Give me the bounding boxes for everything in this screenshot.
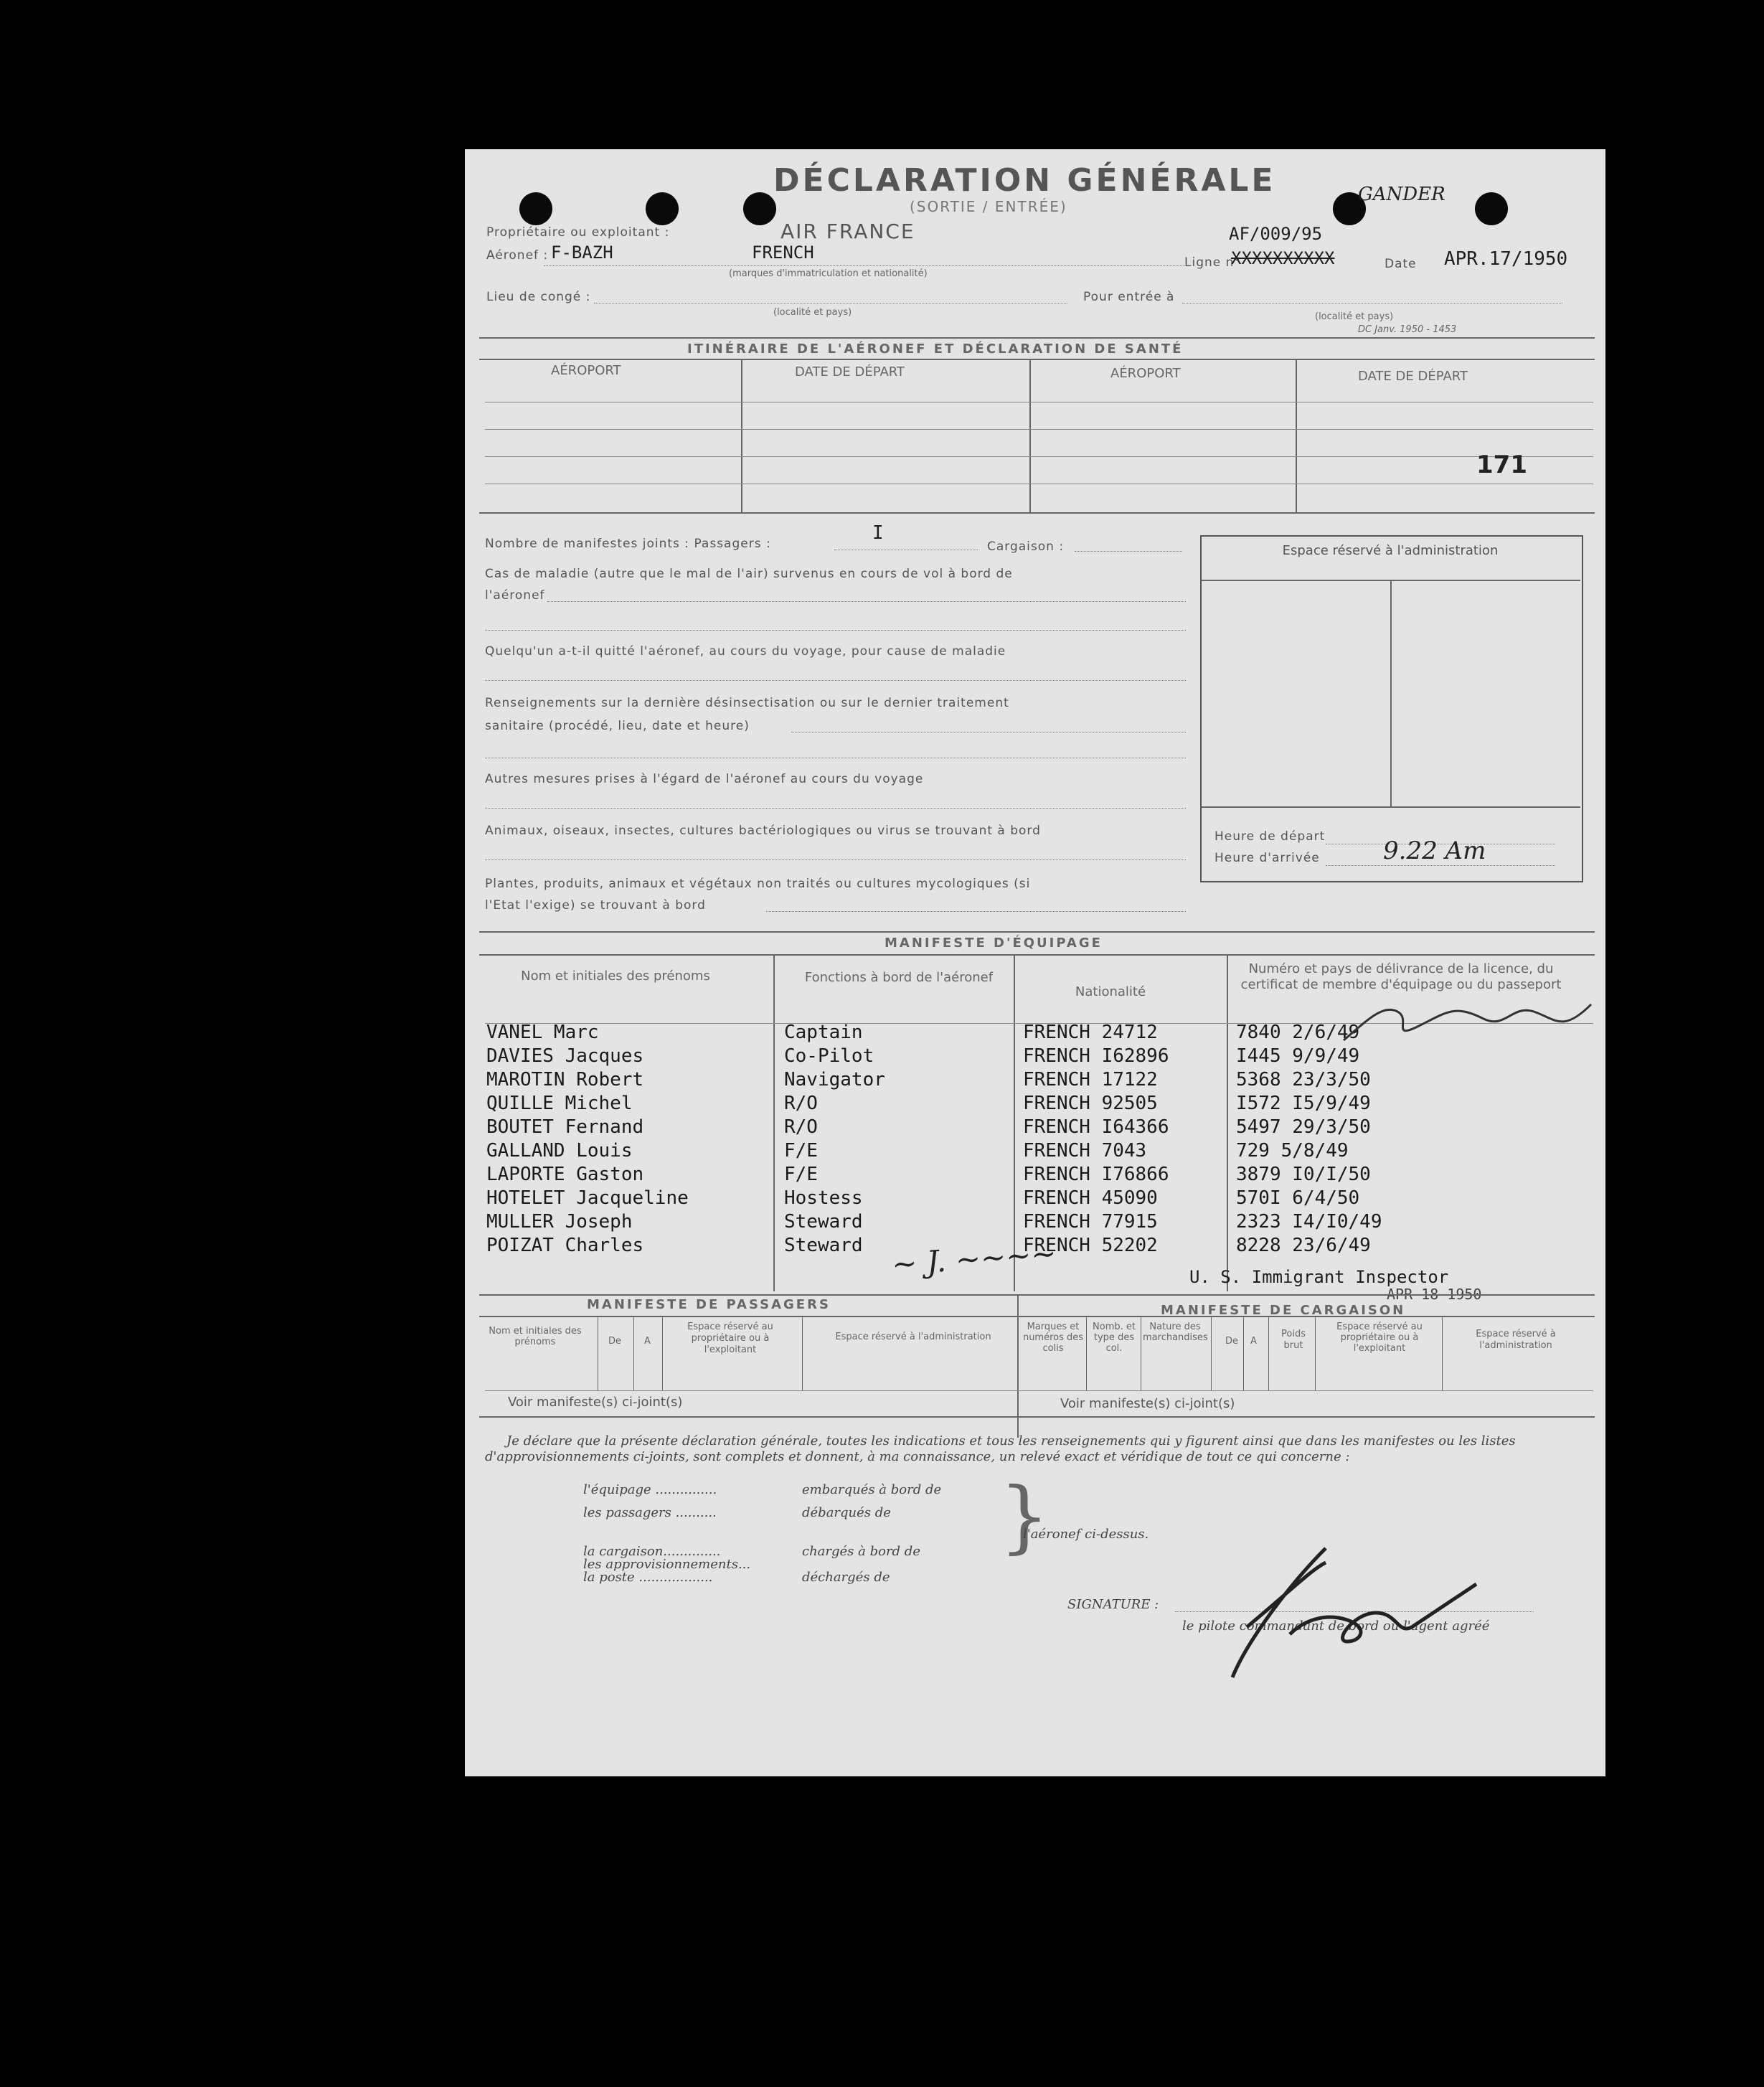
- decl-loaded: chargés à bord de: [802, 1544, 920, 1559]
- crew-function-cell: Captain: [784, 1022, 863, 1043]
- question-other-measures: Autres mesures prises à l'égard de l'aéronef au cours du voyage: [485, 772, 924, 786]
- crew-function-cell: F/E: [784, 1140, 818, 1162]
- punch-hole: [519, 192, 552, 225]
- question-left-aircraft: Quelqu'un a-t-il quitté l'aéronef, au cours du voyage, pour cause de maladie: [485, 644, 1006, 659]
- arrival-time-value: 9.22 Am: [1383, 837, 1486, 865]
- operator-value: AIR FRANCE: [780, 220, 915, 243]
- crew-name-cell: VANEL Marc: [486, 1022, 599, 1043]
- passenger-col-operator: Espace réservé au propriétaire ou à l'exploitant: [687, 1322, 773, 1355]
- passenger-col-from: De: [608, 1336, 622, 1347]
- itinerary-col-airport: AÉROPORT: [551, 363, 621, 378]
- cargo-col-count: Nomb. et type des col.: [1093, 1322, 1136, 1354]
- crew-licence-cell: 3879 I0/I/50: [1236, 1164, 1371, 1185]
- question-disinsection: Renseignements sur la dernière désinsectisation ou sur le dernier traitement: [485, 696, 1009, 710]
- manifests-label: Nombre de manifestes joints : Passagers :: [485, 537, 771, 551]
- crew-col-licence: Numéro et pays de délivrance de la licence, du certificat de membre d'équipage ou du passeport: [1240, 961, 1562, 992]
- crew-function-cell: Steward: [784, 1235, 863, 1256]
- crew-function-cell: R/O: [784, 1093, 818, 1114]
- crew-nationality-cell: FRENCH 52202: [1023, 1235, 1158, 1256]
- crew-licence-cell: I572 I5/9/49: [1236, 1093, 1371, 1114]
- crew-col-name: Nom et initiales des prénoms: [521, 969, 710, 984]
- passenger-manifest-count: I: [872, 522, 884, 544]
- crew-licence-cell: 8228 23/6/49: [1236, 1235, 1371, 1256]
- crew-name-cell: BOUTET Fernand: [486, 1116, 644, 1138]
- departure-place-label: Lieu de congé :: [486, 290, 591, 304]
- question-illness: Cas de maladie (autre que le mal de l'air) survenus en cours de vol à bord de: [485, 567, 1013, 581]
- crew-nationality-cell: FRENCH 77915: [1023, 1211, 1158, 1233]
- line-value: XXXXXXXXXX: [1231, 248, 1335, 268]
- crew-name-cell: QUILLE Michel: [486, 1093, 633, 1114]
- passenger-col-admin: Espace réservé à l'administration: [835, 1332, 991, 1342]
- departure-time-label: Heure de départ: [1214, 829, 1326, 844]
- crew-function-cell: Co-Pilot: [784, 1045, 874, 1067]
- crew-licence-cell: 2323 I4/I0/49: [1236, 1211, 1382, 1233]
- operator-label: Propriétaire ou exploitant :: [486, 225, 670, 240]
- crew-nationality-cell: FRENCH 45090: [1023, 1187, 1158, 1209]
- crew-nationality-cell: FRENCH 92505: [1023, 1093, 1158, 1114]
- inspector-date: APR 18 1950: [1387, 1286, 1482, 1303]
- cargo-col-nature: Nature des marchandises: [1143, 1322, 1208, 1343]
- punch-hole: [743, 192, 776, 225]
- crew-licence-cell: 7840 2/6/49: [1236, 1022, 1360, 1043]
- crew-name-cell: GALLAND Louis: [486, 1140, 633, 1162]
- inspector-stamp: U. S. Immigrant Inspector: [1189, 1267, 1449, 1287]
- crew-function-cell: Hostess: [784, 1187, 863, 1209]
- crew-licence-cell: 570I 6/4/50: [1236, 1187, 1360, 1209]
- crew-nationality-cell: FRENCH 17122: [1023, 1069, 1158, 1090]
- aircraft-caption: (marques d'immatriculation et nationalité): [729, 268, 928, 279]
- crew-annotation-scribble: [1340, 990, 1598, 1055]
- decl-crew: l'équipage ...............: [583, 1482, 717, 1497]
- decl-embarked: embarqués à bord de: [802, 1482, 942, 1497]
- date-label: Date: [1385, 257, 1417, 271]
- cargo-col-admin: Espace réservé à l'administration: [1476, 1329, 1556, 1351]
- crew-licence-cell: 5497 29/3/50: [1236, 1116, 1371, 1138]
- cargo-col-to: A: [1250, 1336, 1257, 1347]
- cargo-col-weight: Poids brut: [1281, 1329, 1306, 1351]
- question-disinsection-b: sanitaire (procédé, lieu, date et heure): [485, 719, 750, 733]
- itinerary-col-date-2: DATE DE DÉPART: [1358, 369, 1468, 384]
- crew-name-cell: LAPORTE Gaston: [486, 1164, 644, 1185]
- crew-col-nationality: Nationalité: [1075, 984, 1146, 999]
- crew-function-cell: R/O: [784, 1116, 818, 1138]
- arrival-time-label: Heure d'arrivée: [1214, 851, 1320, 865]
- crew-licence-cell: 5368 23/3/50: [1236, 1069, 1371, 1090]
- crew-nationality-cell: FRENCH 7043: [1023, 1140, 1147, 1162]
- crew-name-cell: MULLER Joseph: [486, 1211, 633, 1233]
- crew-nationality-cell: FRENCH I62896: [1023, 1045, 1169, 1067]
- departure-place-caption: (localité et pays): [773, 307, 852, 318]
- crew-manifest-title: MANIFESTE D'ÉQUIPAGE: [885, 936, 1103, 951]
- crew-function-cell: F/E: [784, 1164, 818, 1185]
- itinerary-number-mark: 171: [1476, 451, 1527, 479]
- admin-reserved-title: Espace réservé à l'administration: [1282, 543, 1499, 558]
- decl-unloaded: déchargés de: [802, 1570, 890, 1585]
- punch-hole: [1475, 192, 1508, 225]
- aircraft-label: Aéronef :: [486, 248, 549, 263]
- passenger-manifest-see: Voir manifeste(s) ci-joint(s): [508, 1395, 683, 1410]
- passenger-manifest-title: MANIFESTE DE PASSAGERS: [587, 1297, 831, 1312]
- crew-col-function: Fonctions à bord de l'aéronef: [804, 970, 994, 985]
- question-plants-b: l'Etat l'exige) se trouvant à bord: [485, 898, 706, 913]
- nationality-value: FRENCH: [752, 242, 814, 263]
- crew-licence-cell: 729 5/8/49: [1236, 1140, 1349, 1162]
- decl-disembarked: débarqués de: [802, 1505, 891, 1520]
- line-label: Ligne n°: [1184, 255, 1241, 270]
- crew-nationality-cell: FRENCH I64366: [1023, 1116, 1169, 1138]
- cargo-manifest-see: Voir manifeste(s) ci-joint(s): [1060, 1396, 1235, 1411]
- signature-caption: le pilote commandant de bord ou l'agent agréé: [1182, 1619, 1490, 1634]
- decl-mail: la poste ..................: [583, 1570, 713, 1585]
- captain-signature: [1182, 1541, 1512, 1713]
- cargo-manifest-title: MANIFESTE DE CARGAISON: [1161, 1303, 1406, 1318]
- decl-aircraft: l'aéronef ci-dessus.: [1023, 1527, 1149, 1542]
- date-value: APR.17/1950: [1444, 248, 1568, 270]
- crew-nationality-cell: FRENCH I76866: [1023, 1164, 1169, 1185]
- form-subtitle: (SORTIE / ENTRÉE): [910, 198, 1067, 215]
- declaration-text: Je déclare que la présente déclaration générale, toutes les indications et tous les renseignements qui y figurent ainsi que dans les manifestes ou les listes d'approvisionnements ci-joints, sont complets et donnent, à ma connaissance, un relevé exact et véridique de tout ce qui concerne :: [485, 1433, 1516, 1464]
- signature-label: SIGNATURE :: [1067, 1597, 1159, 1612]
- question-illness-b: l'aéronef: [485, 588, 545, 603]
- decl-passengers: les passagers ..........: [583, 1505, 717, 1520]
- question-animals: Animaux, oiseaux, insectes, cultures bactériologiques ou virus se trouvant à bord: [485, 824, 1041, 838]
- decl-supplies: les approvisionnements...: [583, 1557, 751, 1572]
- crew-function-cell: Steward: [784, 1211, 863, 1233]
- flight-number: AF/009/95: [1229, 224, 1323, 244]
- form-reference: DC Janv. 1950 - 1453: [1358, 324, 1457, 335]
- itinerary-col-airport-2: AÉROPORT: [1110, 366, 1181, 381]
- decl-cargo: la cargaison..............: [583, 1544, 721, 1559]
- cargo-manifest-label: Cargaison :: [987, 540, 1065, 554]
- cargo-col-from: De: [1225, 1336, 1239, 1347]
- crew-licence-cell: I445 9/9/49: [1236, 1045, 1360, 1067]
- entry-caption: (localité et pays): [1315, 311, 1394, 322]
- crew-nationality-cell: FRENCH 24712: [1023, 1022, 1158, 1043]
- crew-name-cell: DAVIES Jacques: [486, 1045, 644, 1067]
- crew-function-cell: Navigator: [784, 1069, 885, 1090]
- brace: }: [999, 1470, 1050, 1562]
- crew-name-cell: HOTELET Jacqueline: [486, 1187, 689, 1209]
- passenger-col-to: A: [644, 1336, 651, 1347]
- form-title: DÉCLARATION GÉNÉRALE: [773, 162, 1276, 199]
- gander-stamp: GANDER: [1358, 184, 1445, 205]
- crew-name-cell: MAROTIN Robert: [486, 1069, 644, 1090]
- inspector-signature: ~ J. ~~~~: [890, 1235, 1058, 1282]
- itinerary-col-date: DATE DE DÉPART: [795, 364, 905, 380]
- declaration-form: [465, 149, 1605, 1776]
- crew-name-cell: POIZAT Charles: [486, 1235, 644, 1256]
- cargo-col-marks: Marques et numéros des colis: [1022, 1322, 1084, 1354]
- registration-value: F-BAZH: [551, 242, 613, 263]
- itinerary-title: ITINÉRAIRE DE L'AÉRONEF ET DÉCLARATION DE SANTÉ: [687, 341, 1184, 357]
- question-plants: Plantes, produits, animaux et végétaux non traités ou cultures mycologiques (si: [485, 877, 1031, 891]
- entry-label: Pour entrée à: [1083, 290, 1175, 304]
- cargo-col-operator: Espace réservé au propriétaire ou à l'exploitant: [1336, 1322, 1423, 1354]
- punch-hole: [646, 192, 679, 225]
- passenger-col-name: Nom et initiales des prénoms: [489, 1326, 582, 1347]
